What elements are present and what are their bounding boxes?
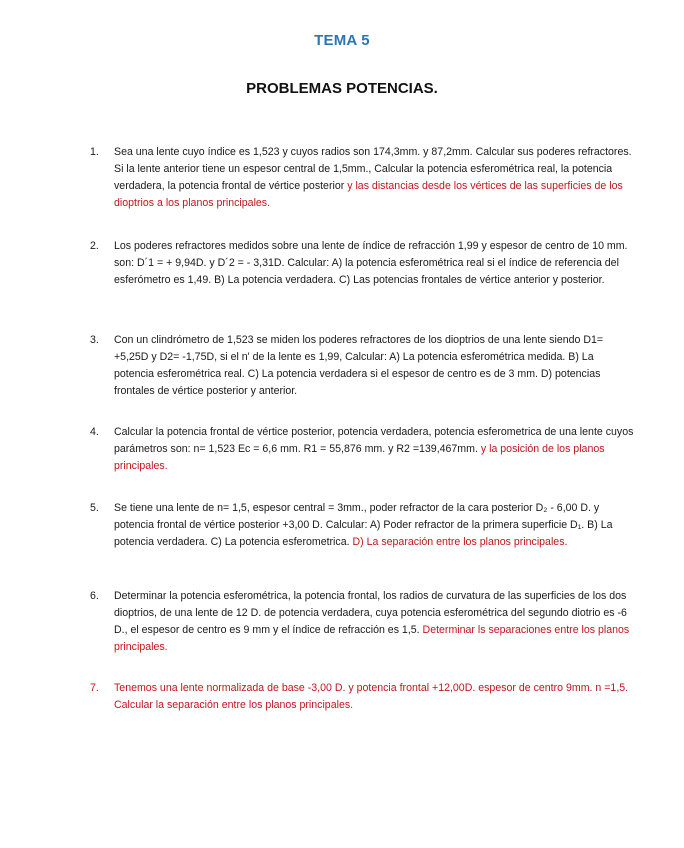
problem-number: 3. — [90, 334, 99, 346]
problem-number: 2. — [90, 240, 99, 252]
problem-number: 6. — [90, 590, 99, 602]
problem-text — [114, 424, 635, 475]
problem-item-6 — [90, 588, 635, 656]
problem-text — [114, 238, 635, 289]
document-title: PROBLEMAS POTENCIAS. — [246, 80, 438, 97]
problem-number: 4. — [90, 426, 99, 438]
problem-text — [114, 332, 635, 400]
problem-statement: Los poderes refractores medidos sobre una lente de índice de refracción 1,99 y espesor de centro de 10 mm. son: D´1 = + 9,94D. y D´2 = - 3,31D. Calcular: A) la potencia esferométrica real si el índice de referencia del esferómetro es 1,49. B) La potencia verdadera. C) Las potencias frontales de vértice anterior y posterior. — [114, 240, 628, 286]
problem-statement: Sea una lente cuyo índice es 1,523 y cuyos radios son 174,3mm. y 87,2mm. Calcular sus poderes refractores. Si la lente anterior tiene un espesor central de 1,5mm., Calcular la potencia esferométrica real, la potencia verdadera, la potencia frontal de vértice posterior — [114, 146, 632, 192]
problem-item-2 — [90, 238, 635, 289]
problem-text — [114, 680, 635, 714]
problem-item-7 — [90, 680, 635, 714]
problem-item-1 — [90, 144, 635, 212]
problem-statement: Determinar la potencia esferométrica, la potencia frontal, los radios de curvatura de las superficies de los dos dioptrios, de una lente de 12 D. de potencia verdadera, cuya potencia esferométrica del segundo diotrio es -6 D., el espesor de centro es 9 mm y el índice de refracción es 1,5. — [114, 590, 627, 636]
problem-number: 1. — [90, 146, 99, 158]
problem-statement: Se tiene una lente de n= 1,5, espesor central = 3mm., poder refractor de la cara posterior D₂ - 6,00 D. y potencia frontal de vértice posterior +3,00 D. Calcular: A) Poder refractor de la primera superficie D₁. B) La potencia verdadera. C) La potencia esferometrica. — [114, 502, 613, 548]
problem-statement-red: Tenemos una lente normalizada de base -3,00 D. y potencia frontal +12,00D. espesor de centro 9mm. n =1,5. Calcular la separación entre los planos principales. — [114, 682, 629, 711]
problem-number: 7. — [90, 682, 99, 694]
problem-statement-red: D) La separación entre los planos principales. — [352, 536, 568, 548]
problem-statement: Con un clindrómetro de 1,523 se miden los poderes refractores de los dioptrios de una lente siendo D1= +5,25D y D2= -1,75D, si el n' de la lente es 1,99, Calcular: A) La potencia esferométrica medida. B) La potencia esferométrica real. C) La potencia verdadera si el espesor de centro es de 3 mm. D) potencias frontales de vértice posterior y anterior. — [114, 334, 604, 397]
problem-text — [114, 500, 635, 551]
problem-item-3 — [90, 332, 635, 400]
problem-statement: Calcular la potencia frontal de vértice posterior, potencia verdadera, potencia esferometrica de una lente cuyos parámetros son: n= 1,523 Ec = 6,6 mm. R1 = 55,876 mm. y R2 =139,467mm. — [114, 426, 634, 455]
problem-text — [114, 588, 635, 656]
problem-item-4 — [90, 424, 635, 475]
problem-text — [114, 144, 635, 212]
problem-statement-red: y la posición de los planos principales. — [114, 443, 605, 472]
problem-number: 5. — [90, 502, 99, 514]
problem-statement-red: y las distancias desde los vértices de las superficies de los dioptrios a los planos principales. — [114, 180, 623, 209]
problem-item-5 — [90, 500, 635, 551]
problem-statement-red: Determinar ls separaciones entre los planos principales. — [114, 624, 630, 653]
topic-heading: TEMA 5 — [314, 32, 370, 49]
